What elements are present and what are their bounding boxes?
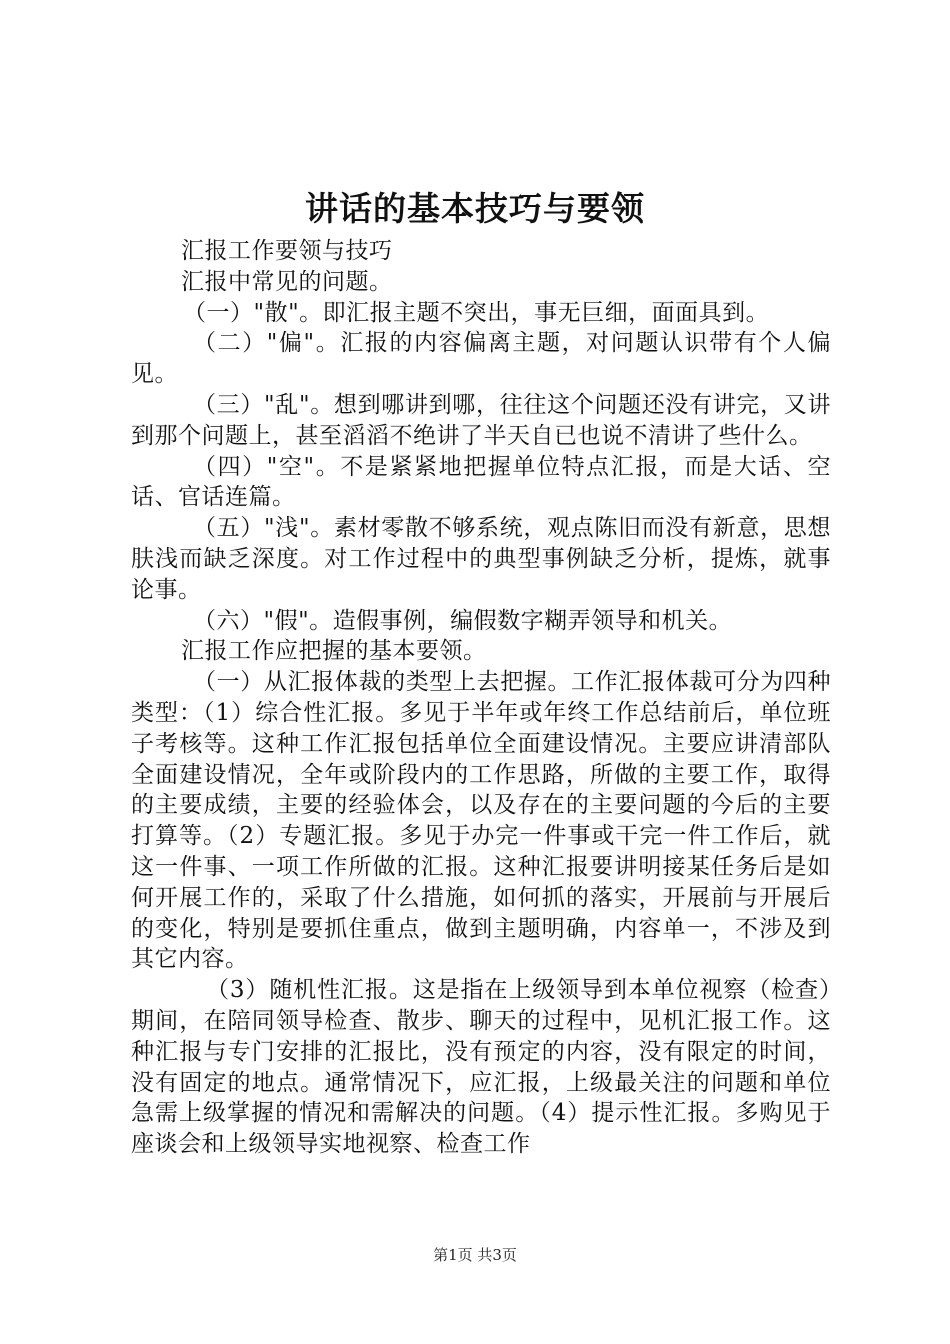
- document-body: [131, 236, 831, 1160]
- paragraph: 汇报工作要领与技巧: [181, 238, 393, 264]
- paragraph: （一）"散"。即汇报主题不突出，事无巨细，面面具到。: [183, 299, 770, 326]
- paragraph: （三）"乱"。想到哪讲到哪，往往这个问题还没有讲完，又讲到那个问题上，甚至滔滔不绝讲了半天自已也说不清讲了些什么。: [131, 391, 831, 449]
- paragraph: （四）"空"。不是紧紧地把握单位特点汇报，而是大话、空话、官话连篇。: [131, 453, 831, 511]
- paragraph: （一）从汇报体裁的类型上去把握。工作汇报体裁可分为四种类型：（1）综合性汇报。多见于半年或年终工作总结前后，单位班子考核等。这种工作汇报包括单位全面建设情况。主要应讲清部队全面建设情况，全年或阶段内的工作思路，所做的主要工作，取得的主要成绩，主要的经验体会，以及存在的主要问题的今后的主要打算等。（2）专题汇报。多见于办完一件事或干完一件工作后，就这一件事、一项工作所做的汇报。这种汇报要讲明接某任务后是如何开展工作的，采取了什么措施，如何抓的落实，开展前与开展后的变化，特别是要抓住重点，做到主题明确，内容单一，不涉及到其它内容。: [131, 669, 831, 973]
- paragraph: （3）随机性汇报。这是指在上级领导到本单位视察（检查）期间，在陪同领导检查、散步、聊天的过程中，见机汇报工作。这种汇报与专门安排的汇报比，没有预定的内容，没有限定的时间，没有固定的地点。通常情况下，应汇报，上级最关注的问题和单位急需上级掌握的情况和需解决的问题。（4）提示性汇报。多购见于座谈会和上级领导实地视察、检查工作: [131, 977, 831, 1158]
- paragraph: （二）"偏"。汇报的内容偏离主题，对问题认识带有个人偏见。: [131, 330, 831, 388]
- paragraph: 汇报工作应把握的基本要领。: [181, 638, 487, 665]
- page-number-footer: 第1页 共3页: [433, 1246, 517, 1264]
- paragraph: （六）"假"。造假事例，编假数字糊弄领导和机关。: [193, 607, 733, 634]
- paragraph: 汇报中常见的问题。: [181, 268, 393, 295]
- document-title: 讲话的基本技巧与要领: [305, 189, 645, 228]
- paragraph: （五）"浅"。素材零散不够系统，观点陈旧而没有新意，思想肤浅而缺乏深度。对工作过程中的典型事例缺乏分析，提炼，就事论事。: [131, 515, 831, 603]
